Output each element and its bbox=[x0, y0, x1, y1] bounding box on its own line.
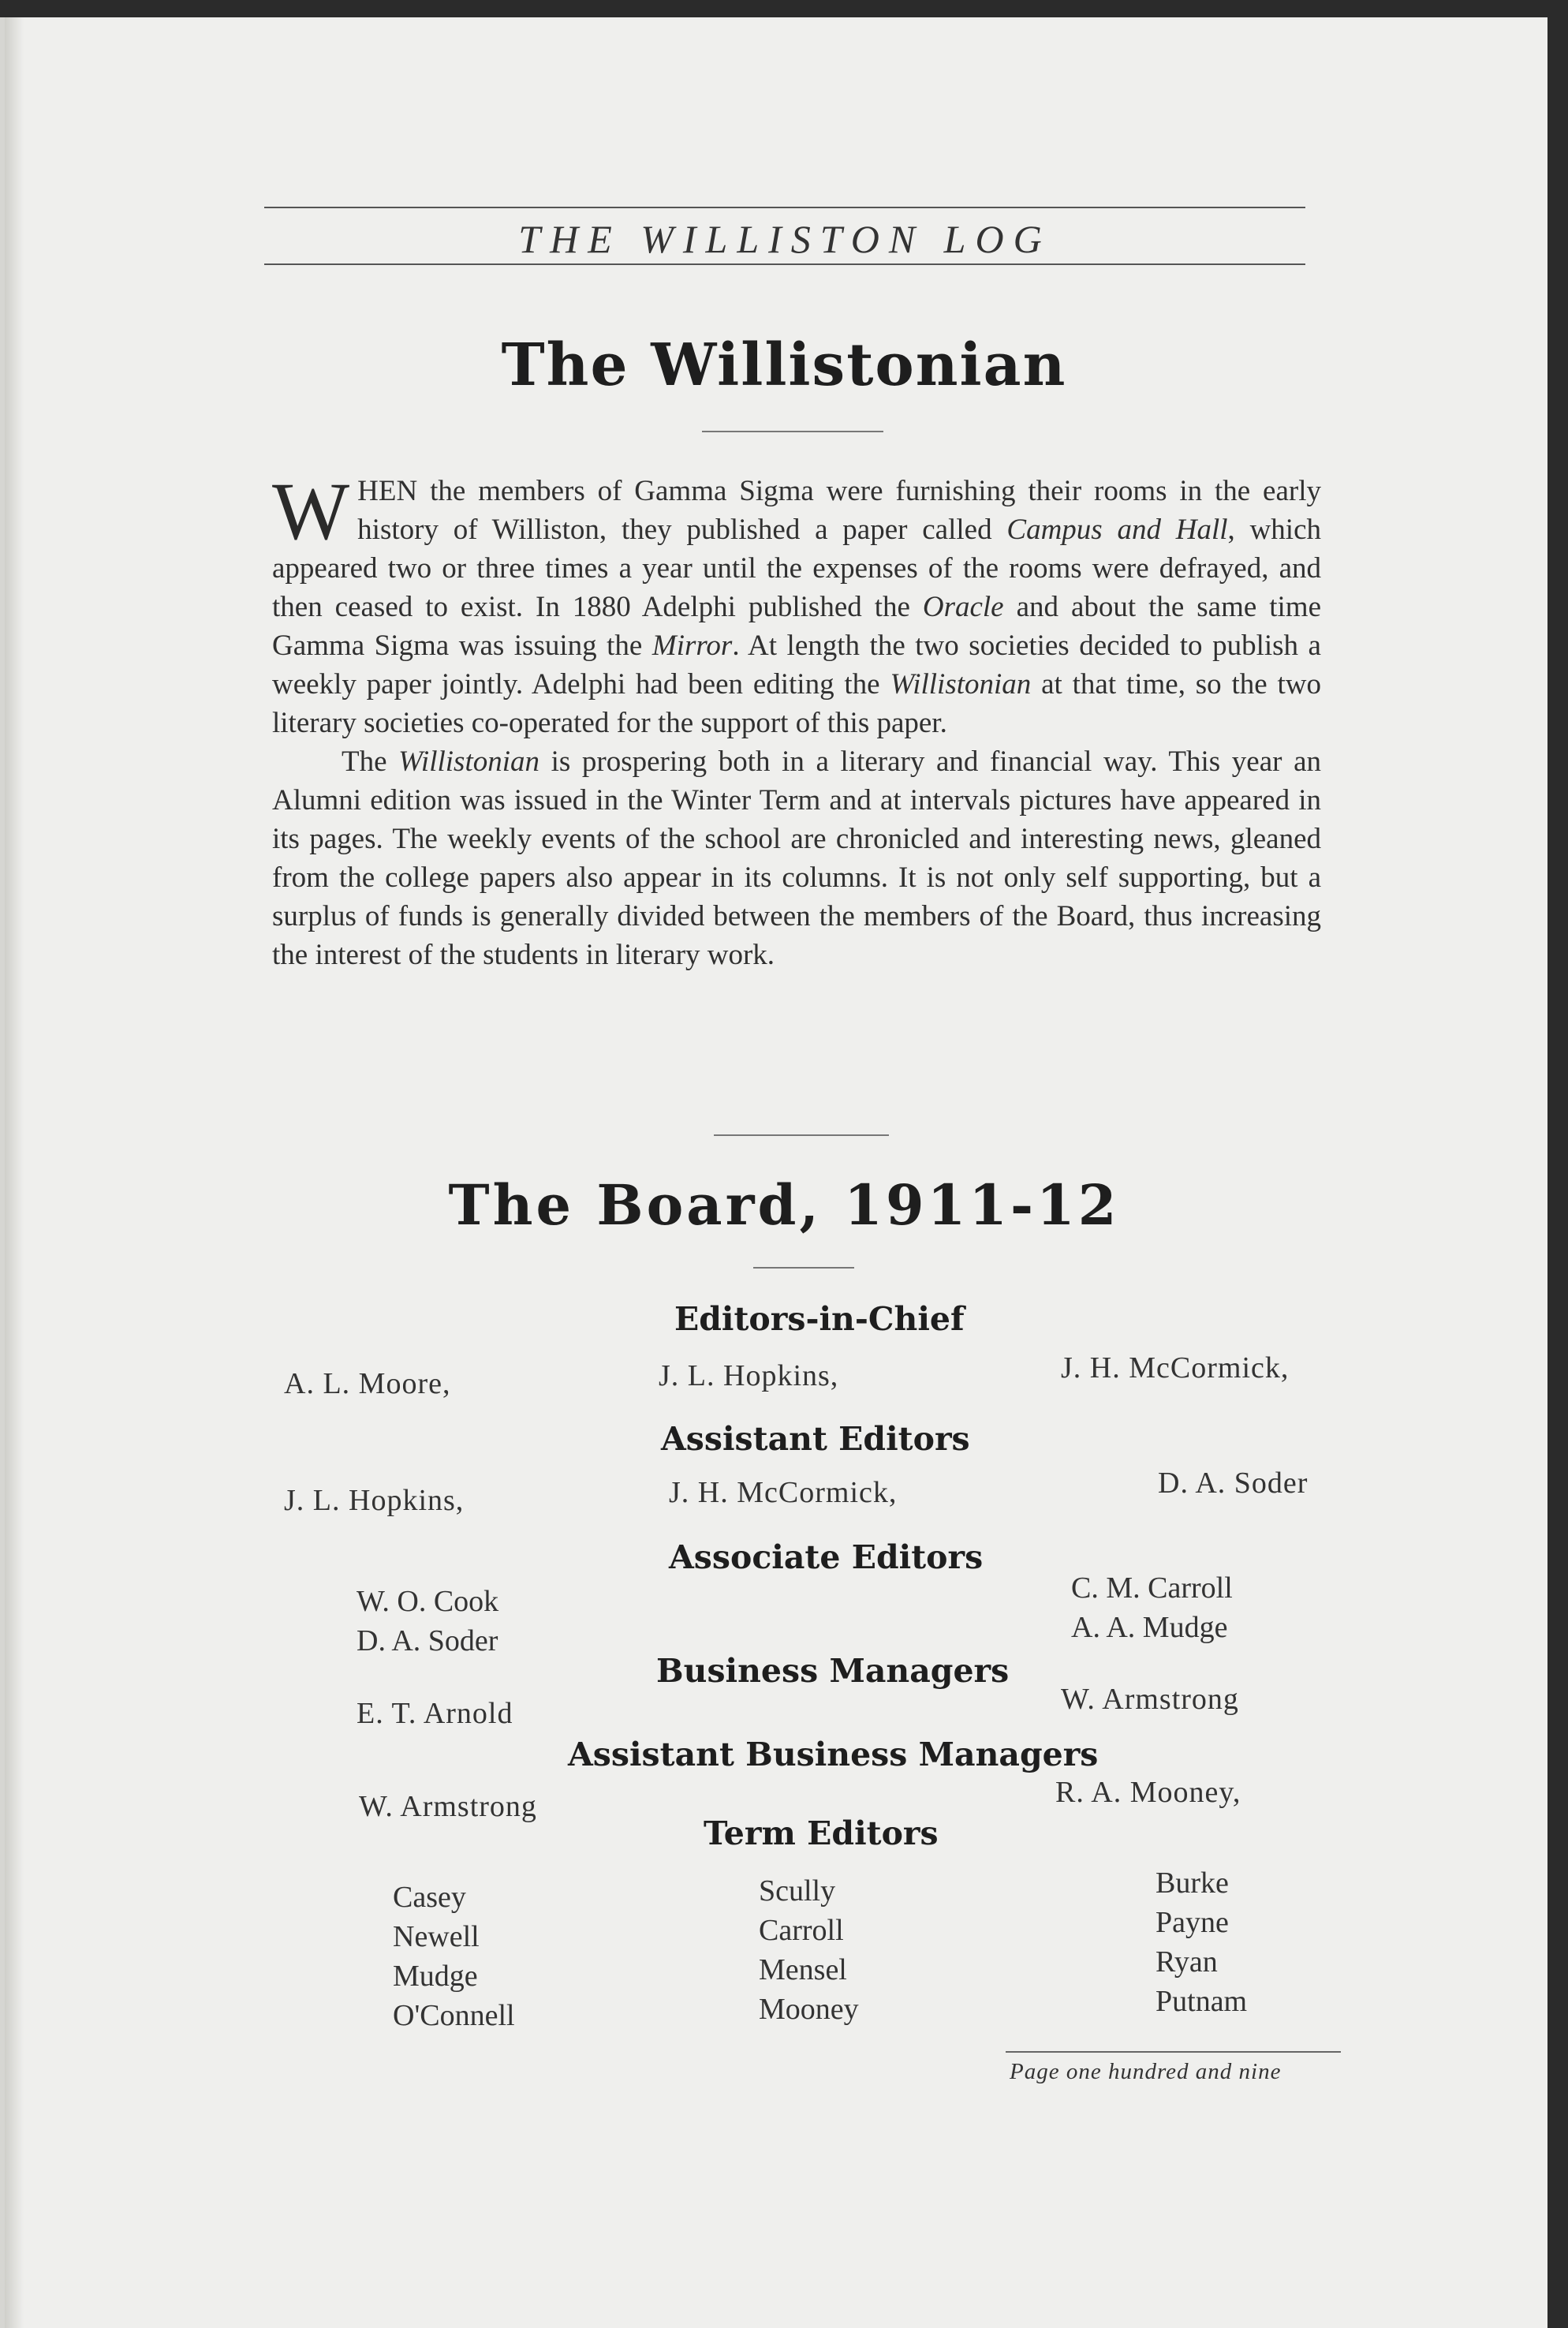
board-title-divider bbox=[753, 1267, 854, 1269]
associate-editors-right bbox=[1071, 1568, 1233, 1647]
italic-title-willistonian: Willistonian bbox=[398, 745, 539, 778]
term-editors-column-3 bbox=[1155, 1863, 1247, 2021]
italic-title-oracle: Oracle bbox=[922, 591, 1004, 623]
term-editor-name: O'Connell bbox=[393, 1999, 515, 2032]
title-divider bbox=[702, 431, 883, 432]
article-title: The Willistonian bbox=[501, 331, 1067, 399]
business-manager-name: W. Armstrong bbox=[1061, 1683, 1239, 1716]
heading-assistant-editors: Assistant Editors bbox=[661, 1420, 970, 1458]
text-run: The bbox=[342, 745, 399, 778]
term-editors-column-2 bbox=[759, 1871, 859, 2029]
editor-in-chief-name: A. L. Moore, bbox=[284, 1367, 451, 1400]
article-body bbox=[272, 466, 1322, 974]
text-run: and about the same time Gamma Sigma was issuing the bbox=[272, 591, 1321, 662]
term-editor-name: Carroll bbox=[759, 1914, 844, 1947]
term-editors-column-1 bbox=[393, 1878, 515, 2035]
text-run: HEN the members of Gamma Sigma were furnishing their rooms in the early history of Williston, they published a paper called bbox=[357, 475, 1321, 546]
associate-editor-name: A. A. Mudge bbox=[1071, 1611, 1228, 1644]
term-editor-name: Payne bbox=[1155, 1906, 1229, 1939]
running-head-bottom-rule bbox=[264, 263, 1305, 265]
business-manager-name: E. T. Arnold bbox=[357, 1697, 513, 1730]
heading-business-managers: Business Managers bbox=[656, 1652, 1010, 1690]
heading-term-editors: Term Editors bbox=[704, 1814, 939, 1852]
page-number-footer: Page one hundred and nine bbox=[1010, 2059, 1282, 2084]
board-title: The Board, 1911-12 bbox=[448, 1172, 1120, 1238]
paragraph-2 bbox=[272, 742, 1321, 974]
associate-editor-name: D. A. Soder bbox=[357, 1624, 498, 1657]
associate-editor-name: C. M. Carroll bbox=[1071, 1571, 1233, 1605]
running-head bbox=[264, 207, 1305, 265]
term-editor-name: Putnam bbox=[1155, 1985, 1248, 2018]
heading-assistant-business-managers: Assistant Business Managers bbox=[568, 1736, 1099, 1773]
heading-associate-editors: Associate Editors bbox=[669, 1538, 984, 1576]
editor-in-chief-name: J. L. Hopkins, bbox=[659, 1359, 839, 1392]
term-editor-name: Burke bbox=[1155, 1867, 1229, 1900]
associate-editor-name: W. O. Cook bbox=[357, 1585, 499, 1618]
section-divider bbox=[714, 1134, 889, 1136]
running-head-title: THE WILLISTON LOG bbox=[518, 217, 1051, 261]
editor-in-chief-name: J. H. McCormick, bbox=[1061, 1351, 1290, 1384]
assistant-editor-name: J. L. Hopkins, bbox=[284, 1484, 465, 1517]
italic-title-campus-and-hall: Campus and Hall bbox=[1006, 514, 1228, 546]
footer-rule bbox=[1006, 2051, 1341, 2053]
assistant-editor-name: J. H. McCormick, bbox=[669, 1476, 898, 1509]
term-editor-name: Casey bbox=[393, 1881, 466, 1914]
term-editor-name: Mensel bbox=[759, 1953, 847, 1986]
assistant-business-manager-name: W. Armstrong bbox=[359, 1790, 537, 1823]
assistant-business-manager-name: R. A. Mooney, bbox=[1055, 1776, 1241, 1809]
term-editor-name: Scully bbox=[759, 1874, 836, 1908]
heading-editors-in-chief: Editors-in-Chief bbox=[674, 1300, 965, 1338]
paragraph-1 bbox=[272, 466, 1322, 742]
term-editor-name: Mooney bbox=[759, 1993, 859, 2026]
term-editor-name: Ryan bbox=[1155, 1945, 1218, 1979]
text-run: . At length the two societies decided to publish a weekly paper jointly. Adelphi had been editing the bbox=[272, 630, 1321, 701]
text-run: is prospering both in a literary and financial way. This year an Alumni edition was issued in the Winter Term and at intervals pictures have appeared in its pages. The weekly events of the school are chronicled and interesting news, gleaned from the college papers also appear in its columns. It is not only self supporting, but a surplus of funds is generally divided between the members of the Board, thus increasing the interest of the students in literary work. bbox=[272, 745, 1321, 971]
drop-cap: W bbox=[272, 466, 350, 557]
term-editor-name: Mudge bbox=[393, 1960, 478, 1993]
italic-title-mirror: Mirror bbox=[651, 630, 733, 662]
associate-editors-left bbox=[357, 1582, 498, 1661]
text-run: , which appeared two or three times a year until the expenses of the rooms were defrayed, and then ceased to exist. In 1880 Adelphi published the bbox=[272, 514, 1322, 623]
assistant-editor-name: D. A. Soder bbox=[1158, 1467, 1309, 1500]
text-run: at that time, so the two literary societies co-operated for the support of this paper. bbox=[272, 668, 1322, 739]
italic-title-willistonian: Willistonian bbox=[890, 668, 1032, 701]
term-editor-name: Newell bbox=[393, 1920, 480, 1953]
